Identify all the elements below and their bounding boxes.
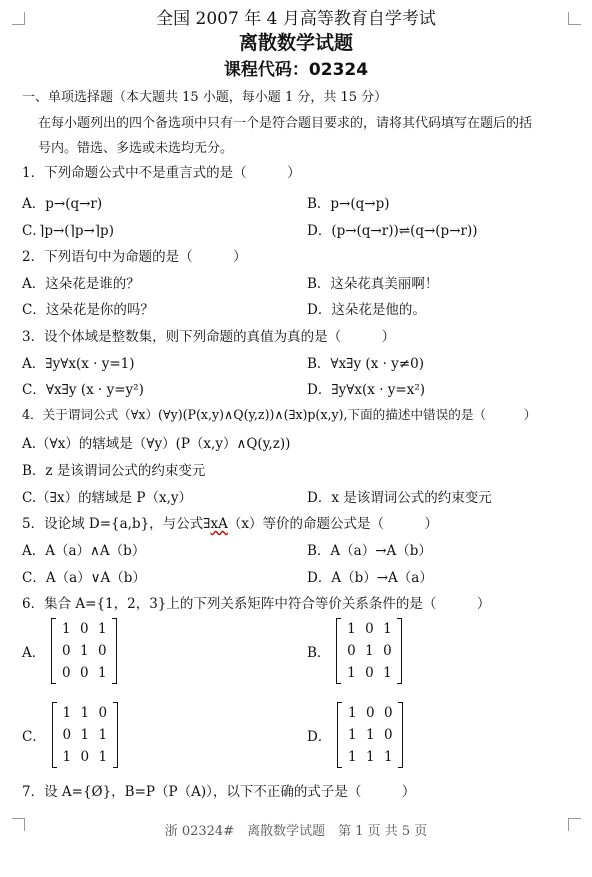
exam-subject: 离散数学试题 <box>238 32 353 54</box>
matrix-cell: 1 <box>383 665 392 681</box>
option-a: A．A（a）∧A（b） <box>22 543 146 559</box>
matrix-cell: 1 <box>97 665 107 681</box>
matrix-cell: 1 <box>383 621 392 637</box>
option-b: B．这朵花真美丽啊！ <box>307 276 439 292</box>
question-stem-part: 5．设论域 D={a,b}，与公式∃ <box>22 516 211 532</box>
matrix-cell: 1 <box>384 749 393 765</box>
option-c: C．这朵花是你的吗？ <box>22 302 154 318</box>
matrix-cell: 1 <box>62 705 72 721</box>
question-stem-part: （x）等价的命题公式是（ ） <box>227 516 438 532</box>
exam-title: 全国 2007 年 4 月高等教育自学考试 <box>156 9 436 29</box>
matrix-cell: 1 <box>348 749 357 765</box>
matrix-cell: 1 <box>366 749 375 765</box>
option-d: D．A（b）→A（a） <box>307 570 433 586</box>
option-label: C． <box>22 729 46 745</box>
option-a-matrix <box>22 618 117 684</box>
section-instruction-line1: 在每小题列出的四个备选项中只有一个是符合题目要求的，请将其代码填写在题后的括 <box>38 116 533 131</box>
question-stem: 1．下列命题公式中不是重言式的是（ ） <box>22 165 301 181</box>
question-stem: 4．关于谓词公式（∀x）(∀y)(P(x,y)∧Q(y,z))∧(∃x)p(x,y),下面的描述中错误的是（ ） <box>22 407 537 422</box>
option-d-matrix <box>307 702 403 768</box>
option-c: C．A（a）∨A（b） <box>22 570 146 586</box>
matrix-cell: 0 <box>383 643 392 659</box>
relation-matrix <box>52 702 118 768</box>
option-c: C．∀x∃y (x · y=y²) <box>22 382 144 398</box>
question-stem <box>22 512 438 532</box>
matrix-cell: 1 <box>98 749 108 765</box>
section-title: 一、单项选择题（本大题共 15 小题，每小题 1 分，共 15 分） <box>22 90 388 105</box>
option-a: A．p→(q→r) <box>22 196 103 212</box>
option-b: B．z 是该谓词公式的约束变元 <box>22 463 206 479</box>
matrix-cell: 1 <box>347 665 356 681</box>
option-a: A．∃y∀x(x · y=1) <box>22 356 135 372</box>
matrix-cell: 0 <box>98 705 108 721</box>
matrix-cell: 1 <box>347 621 356 637</box>
matrix-cell: 0 <box>79 621 89 637</box>
option-c-matrix <box>22 702 118 768</box>
matrix-cell: 1 <box>80 705 90 721</box>
matrix-cell: 1 <box>61 621 71 637</box>
question-stem: 6．集合 A={1，2，3}上的下列关系矩阵中符合等价关系条件的是（ ） <box>22 596 491 612</box>
relation-matrix <box>337 702 403 768</box>
matrix-cell: 1 <box>80 727 90 743</box>
matrix-cell: 0 <box>366 705 375 721</box>
option-d: D．∃y∀x(x · y=x²) <box>307 382 426 398</box>
relation-matrix <box>336 618 402 684</box>
option-c: C.（∃x）的辖域是 P（x,y） <box>22 490 192 506</box>
matrix-cell: 0 <box>62 727 72 743</box>
matrix-cell: 0 <box>365 665 374 681</box>
matrix-cell: 1 <box>366 727 375 743</box>
option-a: A．这朵花是谁的？ <box>22 276 140 292</box>
question-stem: 2．下列语句中为命题的是（ ） <box>22 249 247 265</box>
matrix-cell: 0 <box>80 749 90 765</box>
page-footer: 浙 02324# 离散数学试题 第 1 页 共 5 页 <box>164 824 428 839</box>
matrix-cell: 1 <box>98 727 108 743</box>
matrix-cell: 1 <box>348 705 357 721</box>
option-b-matrix <box>307 618 402 684</box>
option-b: B．A（a）→A（b） <box>307 543 432 559</box>
option-d: D．(p→(q→r))⇌(q→(p→r)) <box>307 223 478 239</box>
matrix-cell: 0 <box>61 665 71 681</box>
option-b: B．∀x∃y (x · y≠0) <box>307 356 424 372</box>
matrix-cell: 1 <box>79 643 89 659</box>
matrix-cell: 0 <box>61 643 71 659</box>
matrix-cell: 1 <box>97 621 107 637</box>
relation-matrix <box>51 618 117 684</box>
spellcheck-underlined-text: xA <box>210 516 228 532</box>
option-d: D．这朵花是他的。 <box>307 302 426 318</box>
option-label: B． <box>307 645 331 661</box>
matrix-cell: 1 <box>365 643 374 659</box>
matrix-cell: 0 <box>97 643 107 659</box>
option-d: D．x 是该谓词公式的约束变元 <box>307 490 492 506</box>
option-label: D． <box>307 729 332 745</box>
option-c: C．⌉p→(⌉p→⌉p) <box>22 223 114 239</box>
matrix-cell: 0 <box>384 705 393 721</box>
option-a: A.（∀x）的辖域是（∀y）(P（x,y）∧Q(y,z)) <box>22 436 291 452</box>
matrix-cell: 0 <box>365 621 374 637</box>
section-instruction-line2: 号内。错选、多选或未选均无分。 <box>38 141 234 156</box>
matrix-cell: 1 <box>348 727 357 743</box>
option-label: A． <box>22 645 46 661</box>
matrix-cell: 0 <box>384 727 393 743</box>
option-b: B．p→(q→p) <box>307 196 390 212</box>
matrix-cell: 0 <box>347 643 356 659</box>
question-stem: 7．设 A={Ø}，B=P（P（A)），以下不正确的式子是（ ） <box>22 784 416 800</box>
course-code: 课程代码：02324 <box>223 60 369 80</box>
matrix-cell: 0 <box>79 665 89 681</box>
question-stem: 3．设个体域是整数集，则下列命题的真值为真的是（ ） <box>22 329 396 345</box>
matrix-cell: 1 <box>62 749 72 765</box>
